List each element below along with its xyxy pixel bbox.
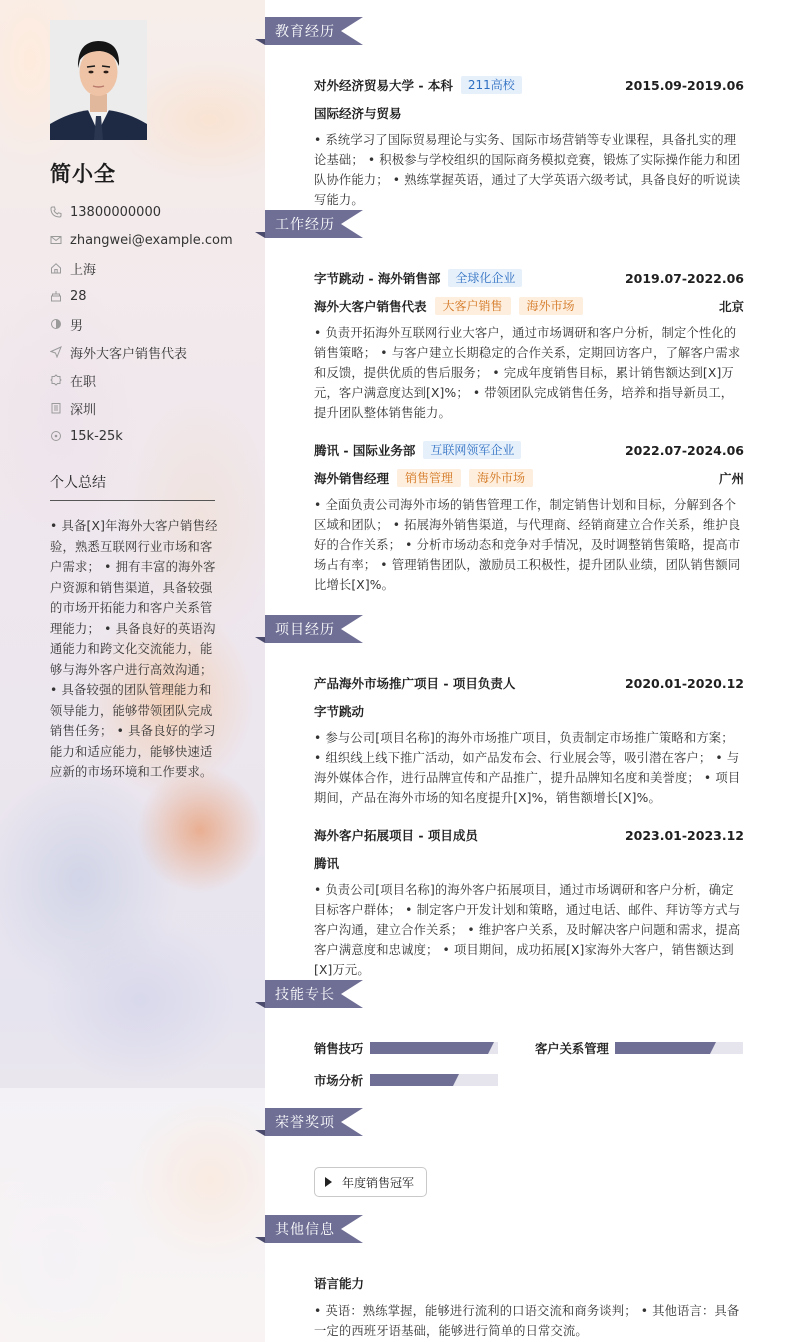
sidebar	[0, 0, 265, 1342]
work-city: 北京	[718, 299, 744, 314]
work-company: 字节跳动 - 海外销售部	[314, 271, 441, 286]
skill-bar-fill	[370, 1074, 453, 1086]
section-title-other: 其他信息	[275, 1222, 335, 1238]
work-skill-tag: 海外市场	[469, 469, 533, 487]
skill-bar-track	[370, 1074, 498, 1086]
project-entry	[314, 673, 744, 808]
info-status	[50, 366, 233, 394]
work-entry	[314, 440, 744, 595]
section-title-projects: 项目经历	[275, 622, 335, 638]
work-date: 2022.07-2024.06	[624, 442, 744, 458]
skill-bar-track	[615, 1042, 743, 1054]
education-description: • 系统学习了国际贸易理论与实务、国际市场营销等专业课程，具备扎实的理论基础； • 积极参与学校组织的国际商务模拟竞赛，锻炼了实际操作能力和团队协作能力； • 熟练掌握英语，通过了大学英语六级考试，具备良好的听说读写能力。	[314, 133, 741, 207]
work-skill-tag: 大客户销售	[435, 297, 511, 315]
section-title-honors: 荣誉奖项	[275, 1115, 335, 1131]
other-description: • 英语：熟练掌握，能够进行流利的口语交流和商务谈判； • 其他语言：具备一定的西班牙语基础，能够进行简单的日常交流。	[314, 1304, 740, 1338]
info-email	[50, 226, 233, 254]
section-header-work	[255, 210, 363, 238]
skill-bar-fill	[615, 1042, 710, 1054]
section-header-projects	[255, 615, 363, 643]
gender-icon	[50, 318, 62, 330]
work-city: 广州	[718, 471, 744, 486]
info-location	[50, 254, 233, 282]
project-description: • 参与公司[项目名称]的海外市场推广项目，负责制定市场推广策略和方案； • 组织线上线下推广活动，如产品发布会、行业展会等，吸引潜在客户； • 与海外媒体合作，进行品牌宣传和产品推广，提升品牌知名度和美誉度； • 项目期间，产品在海外市场的知名度提升[X]%，销售额增长[X]%。	[314, 731, 741, 805]
mail-icon	[50, 234, 62, 246]
project-description: • 负责公司[项目名称]的海外客户拓展项目，通过市场调研和客户分析，确定目标客户群体； • 制定客户开发计划和策略，通过电话、邮件、拜访等方式与客户沟通，建立合作关系； • 维护客户关系，及时解决客户问题和需求，提高客户满意度和忠诚度； • 项目期间，成功拓展[X]家海外大客户，销售额达到[X]万元。	[314, 883, 741, 977]
education-major: 国际经济与贸易	[314, 106, 402, 121]
skill-name: 市场分析	[314, 1074, 364, 1088]
building-icon	[50, 402, 62, 414]
section-title-education: 教育经历	[275, 24, 335, 40]
info-gender	[50, 310, 233, 338]
education-tag: 211高校	[461, 76, 522, 94]
skill-name: 客户关系管理	[535, 1042, 609, 1056]
play-icon	[325, 1177, 332, 1187]
send-icon	[50, 346, 62, 358]
info-gender-text: 男	[70, 318, 84, 334]
work-position: 海外大客户销售代表	[314, 299, 427, 314]
sidebar-background-fade	[0, 1088, 265, 1342]
section-header-skills	[255, 980, 363, 1008]
info-email-text: zhangwei@example.com	[70, 232, 233, 248]
education-school: 对外经济贸易大学 - 本科	[314, 78, 453, 93]
section-title-skills: 技能专长	[275, 987, 335, 1003]
work-date: 2019.07-2022.06	[624, 270, 744, 286]
work-company-tag: 全球化企业	[448, 269, 522, 287]
education-entry	[314, 75, 744, 210]
info-salary	[50, 422, 233, 450]
skill-item	[314, 1073, 498, 1087]
project-date: 2020.01-2020.12	[624, 675, 744, 691]
skill-bar-track	[370, 1042, 498, 1054]
honor-award-badge[interactable]	[314, 1167, 427, 1197]
work-position: 海外销售经理	[314, 471, 390, 486]
info-phone-text: 13800000000	[70, 204, 161, 220]
project-title: 海外客户拓展项目 - 项目成员	[314, 828, 478, 843]
info-age	[50, 282, 233, 310]
section-header-honors	[255, 1108, 363, 1136]
other-entry	[314, 1273, 744, 1341]
work-company-tag: 互联网领军企业	[423, 441, 521, 459]
info-target-city	[50, 394, 233, 422]
project-entry	[314, 825, 744, 980]
work-entry	[314, 268, 744, 423]
info-age-text: 28	[70, 288, 87, 304]
other-title: 语言能力	[314, 1276, 365, 1291]
avatar	[50, 20, 147, 140]
home-icon	[50, 262, 62, 274]
info-salary-text: 15k-25k	[70, 428, 123, 444]
summary-title: 个人总结	[50, 472, 215, 501]
section-header-other	[255, 1215, 363, 1243]
project-company: 字节跳动	[314, 704, 365, 719]
section-title-work: 工作经历	[275, 217, 335, 233]
cake-icon	[50, 290, 62, 302]
money-icon	[50, 430, 62, 442]
info-position	[50, 338, 233, 366]
skill-name: 销售技巧	[314, 1042, 364, 1056]
work-description: • 全面负责公司海外市场的销售管理工作，制定销售计划和目标，分解到各个区域和团队； • 拓展海外销售渠道，与代理商、经销商建立合作关系，维护良好的合作关系； • 分析市场动态和竞争对手情况，及时调整销售策略，提高市场占有率； • 管理销售团队，激励员工积极性，提升团队业绩，团队销售额同比增长[X]%。	[314, 498, 741, 592]
info-status-text: 在职	[70, 374, 97, 390]
work-skill-tag: 海外市场	[519, 297, 583, 315]
section-header-education	[255, 17, 363, 45]
project-date: 2023.01-2023.12	[624, 827, 744, 843]
work-company: 腾讯 - 国际业务部	[314, 443, 416, 458]
project-title: 产品海外市场推广项目 - 项目负责人	[314, 676, 516, 691]
candidate-name: 简小全	[50, 162, 116, 186]
info-location-text: 上海	[70, 262, 97, 278]
contact-info-list	[50, 198, 233, 450]
work-description: • 负责开拓海外互联网行业大客户，通过市场调研和客户分析，制定个性化的销售策略； • 与客户建立长期稳定的合作关系，定期回访客户，了解客户需求和反馈，提供优质的售后服务； • 完成年度销售目标，累计销售额达到[X]万元，客户满意度达到[X]%； • 带领团队完成销售任务，培养和指导新员工，提升团队整体销售能力。	[314, 326, 741, 420]
project-company: 腾讯	[314, 856, 340, 871]
info-position-text: 海外大客户销售代表	[70, 346, 188, 362]
info-target-city-text: 深圳	[70, 402, 97, 418]
info-phone	[50, 198, 233, 226]
skill-item	[314, 1041, 498, 1055]
honor-award-label: 年度销售冠军	[342, 1175, 415, 1190]
badge-icon	[50, 374, 62, 386]
summary-text: • 具备[X]年海外大客户销售经验，熟悉互联网行业市场和客户需求； • 拥有丰富的海外客户资源和销售渠道，具备较强的市场开拓能力和客户关系管理能力； • 具备良好的英语沟通能力和跨文化交流能力，能够与海外客户进行高效沟通； • 具备较强的团队管理能力和领导能力，能够带领团队完成销售任务； • 具备良好的学习能力和适应能力，能够快速适应新的市场环境和工作要求。	[50, 519, 218, 779]
education-date: 2015.09-2019.06	[624, 77, 744, 93]
skill-bar-fill	[370, 1042, 488, 1054]
work-skill-tag: 销售管理	[397, 469, 461, 487]
phone-icon	[50, 206, 62, 218]
skill-item	[535, 1041, 743, 1055]
